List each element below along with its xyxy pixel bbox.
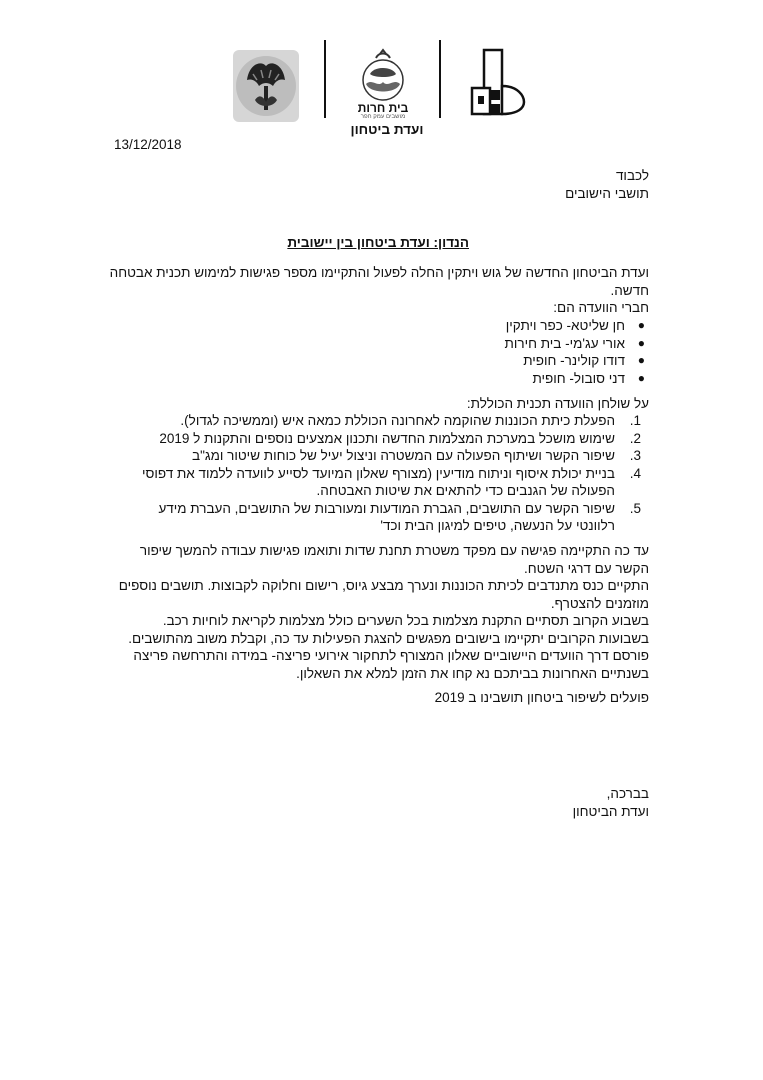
updates-line: בשבועות הקרובים יתקיימו בישובים מפגשים להצגת הפעילות עד כה, וקבלת משוב מהתושבים. [128, 630, 649, 646]
updates-line: בשבוע הקרוב תסתיים התקנת מצלמות בכל השערים כולל מצלמות לקריאת לוחיות רכב. [162, 613, 649, 628]
list-item [249, 317, 649, 335]
item-text: שיפור הקשר עם התושבים, הגברת המודעות ומעורבות של התושבים, העברת מידע [158, 500, 615, 516]
member-name: חן שליטא- כפר ויתקין [505, 318, 625, 333]
item-text: שימוש מושכל במערכת המצלמות החדשה ותכנון אמצעים נוספים והתקנות ל 2019 [159, 430, 615, 446]
beit-herut-emblem-icon [352, 48, 414, 104]
recipient-line-2: תושבי הישובים [565, 185, 649, 201]
intro-line-2: חדשה. [610, 282, 649, 298]
item-number: 2. [629, 430, 641, 446]
updates-line: עד כה התקיימה פגישה עם מפקד משטרת תחנת שדות ותואמו פגישות עבודה להמשך שיפור [139, 543, 649, 558]
list-item [249, 370, 649, 388]
plan-item [121, 430, 641, 448]
list-item [249, 335, 649, 353]
item-number: 3. [629, 448, 641, 463]
plan-heading: על שולחן הוועדה תכנית הכוללת: [466, 396, 649, 411]
plan-items [121, 412, 641, 535]
item-text-cont: רלוונטי על הנעשה, טיפים למיגון הבית וכד' [380, 518, 615, 533]
item-text-cont: הפעולה של הגנבים כדי להתאים את שיטות האבטחה. [316, 483, 615, 498]
bullet-icon: ● [637, 370, 645, 385]
bullet-icon: ● [637, 318, 645, 332]
item-text: הפעלת כיתת הכוננות שהוקמה לאחרונה הכוללת כמאה איש (וממשיכה לגדול). [180, 413, 615, 428]
updates-line: בשנתיים האחרונות בביתכם נא קחו את הזמן למלא את השאלון. [296, 665, 649, 681]
building-emblem-icon [470, 46, 526, 118]
flower-emblem-icon [233, 50, 299, 122]
closing-statement: פועלים לשיפור ביטחון תושבינו ב 2019 [434, 690, 649, 705]
bullet-icon: ● [637, 335, 645, 350]
recipient-line-1: לכבוד [615, 168, 649, 183]
plan-item [121, 500, 641, 535]
beit-herut-logo [352, 48, 414, 122]
members-list [249, 317, 649, 387]
header-divider-right [439, 40, 441, 118]
signature-greeting: בברכה, [606, 786, 649, 801]
item-text: בניית יכולת איסוף וניתוח מודיעין (מצורף שאלון המיועד לסייע לוועדה ללמוד את דפוסי [142, 465, 615, 481]
logo-center-text: בית חרות [357, 101, 409, 115]
plan-item [121, 412, 641, 430]
committee-label: ועדת ביטחון [350, 122, 424, 137]
member-name: דני סובול- חופית [532, 370, 625, 386]
item-number: 1. [629, 413, 641, 428]
header-divider-left [324, 40, 326, 118]
logo-center-subtext: מושבים עמק חפר [360, 114, 406, 120]
list-item [249, 352, 649, 370]
updates-line: מוזמנים להצטרף. [550, 595, 649, 611]
member-name: דודו קולינר- חופית [523, 353, 625, 369]
item-number: 5. [629, 500, 641, 516]
plan-item [121, 447, 641, 465]
intro-block [109, 264, 649, 317]
members-heading: חברי הוועדה הם: [553, 300, 649, 315]
item-text: שיפור הקשר ושיתוף הפעולה עם המשטרה וניצול יעיל של כוחות שיטור ומג"ב [192, 448, 615, 463]
signature-signer: ועדת הביטחון [572, 803, 649, 819]
recipient-block [349, 167, 649, 202]
letter-date: 13/12/2018 [114, 137, 182, 152]
updates-line: הקשר עם דרגי השטח. [524, 560, 649, 576]
bullet-icon: ● [637, 353, 645, 368]
building-logo [470, 46, 526, 118]
item-number: 4. [629, 465, 641, 481]
letter-subject: הנדון: ועדת ביטחון בין יישובית [287, 235, 469, 250]
updates-line: התקיים כנס מתנדבים לכיתת הכוננות ונערך מבצע גיוס, רישום וחלוקה לקבוצות. תושבים נוספים [118, 578, 649, 593]
flower-logo [233, 50, 299, 122]
plan-item [121, 465, 641, 500]
updates-block [109, 542, 649, 682]
signature-block [349, 785, 649, 820]
updates-line: פורסם דרך הוועדים היישוביים שאלון המצורף לתחקור אירועי פריצה- במידה והתרחשה פריצה [133, 648, 649, 663]
member-name: אורי עג'מי- בית חירות [504, 335, 625, 351]
intro-line-1: ועדת הביטחון החדשה של גוש ויתקין החלה לפעול והתקיימו מספר פגישות למימוש תכנית אבטחה [109, 265, 649, 280]
